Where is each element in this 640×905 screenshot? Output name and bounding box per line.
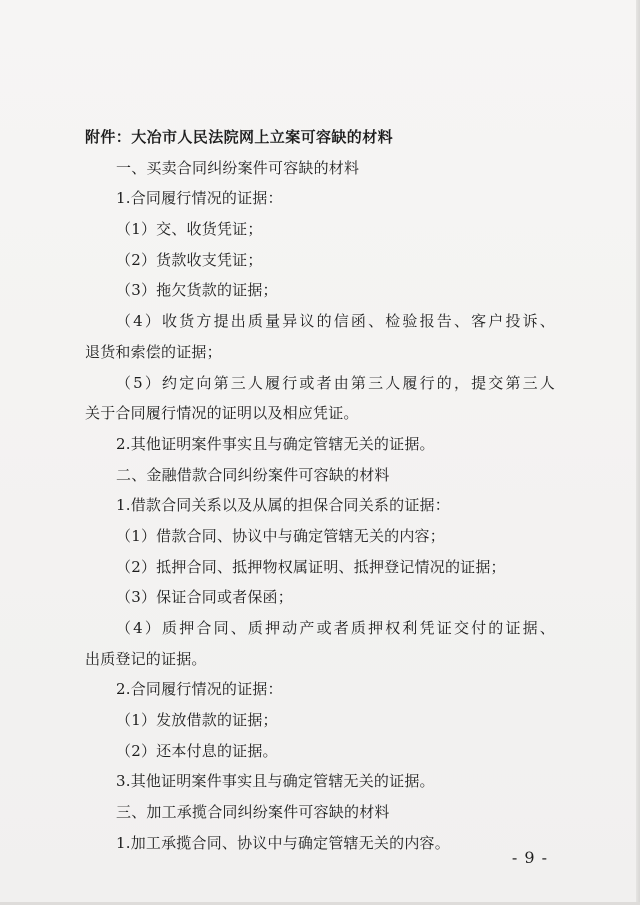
- subitem-2-1-4: （4）质押合同、质押动产或者质押权利凭证交付的证据、: [116, 619, 555, 637]
- subitem-2-1-1: （1）借款合同、协议中与确定管辖无关的内容；: [116, 526, 445, 545]
- subitem-2-1-3: （3）保证合同或者保函；: [116, 588, 293, 607]
- subitem-2-2-2: （2）还本付息的证据。: [116, 741, 278, 760]
- section-heading-2: 二、金融借款合同纠纷案件可容缺的材料: [116, 465, 390, 484]
- subitem-1-1-5: （5）约定向第三人履行或者由第三人履行的，提交第三人: [116, 373, 555, 392]
- item-1-2: 2.其他证明案件事实且与确定管辖无关的证据。: [116, 434, 435, 453]
- subitem-1-1-4-cont: 退货和索偿的证据；: [85, 342, 222, 361]
- item-1-1: 1.合同履行情况的证据：: [116, 189, 283, 208]
- section-heading-3: 三、加工承揽合同纠纷案件可容缺的材料: [116, 803, 390, 822]
- page-number: - 9 -: [511, 848, 549, 867]
- item-2-3: 3.其他证明案件事实且与确定管辖无关的证据。: [116, 772, 435, 791]
- subitem-1-1-5-cont: 关于合同履行情况的证明以及相应凭证。: [85, 404, 359, 423]
- document-title: 附件：大冶市人民法院网上立案可容缺的材料: [85, 128, 394, 146]
- item-3-1: 1.加工承揽合同、协议中与确定管辖无关的内容。: [116, 833, 450, 852]
- subitem-2-2-1: （1）发放借款的证据；: [116, 711, 278, 730]
- document-body: [85, 122, 555, 859]
- scan-edge-right: [636, 0, 640, 905]
- subitem-1-1-4: （4）收货方提出质量异议的信函、检验报告、客户投诉、: [116, 312, 555, 331]
- item-2-2: 2.合同履行情况的证据：: [116, 680, 283, 699]
- subitem-2-1-2: （2）抵押合同、抵押物权属证明、抵押登记情况的证据；: [116, 557, 506, 576]
- item-2-1: 1.借款合同关系以及从属的担保合同关系的证据：: [116, 496, 450, 515]
- subitem-1-1-1: （1）交、收货凭证；: [116, 220, 263, 239]
- subitem-1-1-2: （2）货款收支凭证；: [116, 250, 263, 269]
- subitem-1-1-3: （3）拖欠货款的证据；: [116, 281, 278, 300]
- subitem-2-1-4-cont: 出质登记的证据。: [85, 649, 207, 668]
- section-heading-1: 一、买卖合同纠纷案件可容缺的材料: [116, 158, 360, 177]
